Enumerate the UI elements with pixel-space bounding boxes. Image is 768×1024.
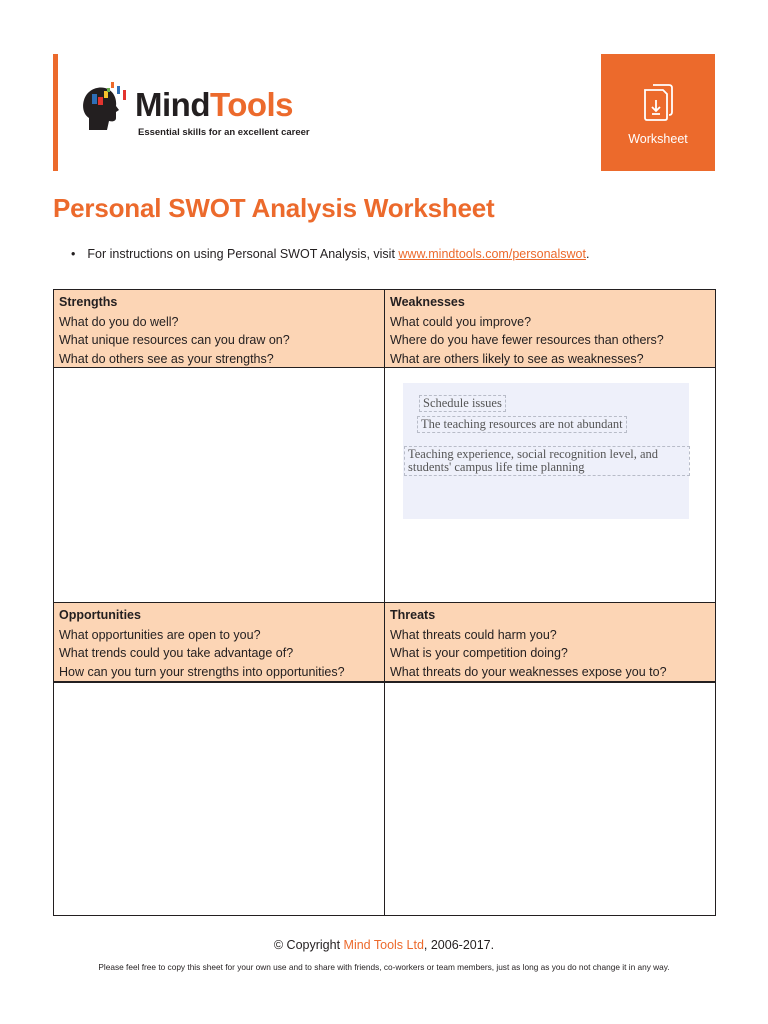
strengths-question: What do you do well?: [59, 314, 179, 329]
logo-tagline: Essential skills for an excellent career: [138, 127, 310, 138]
threats-question: What threats do your weaknesses expose you to?: [390, 664, 667, 679]
logo-wordmark: MindTools: [135, 86, 294, 123]
page-title: Personal SWOT Analysis Worksheet: [53, 193, 495, 223]
worksheet-badge: [601, 54, 715, 171]
weaknesses-question: What are others likely to see as weaknesses?: [390, 351, 644, 366]
instructions: [71, 247, 589, 261]
head-logo-icon: [81, 80, 133, 134]
weaknesses-header: [385, 290, 715, 367]
bullet: •: [71, 247, 76, 261]
copyright-suffix: , 2006-2017.: [423, 938, 495, 952]
opportunities-question: How can you turn your strengths into opportunities?: [59, 664, 345, 679]
usage-note: Please feel free to copy this sheet for your own use and to share with friends, co-workers or team members, just as long as you do not change it in any way.: [98, 962, 670, 972]
threats-question: What is your competition doing?: [390, 646, 568, 660]
grid-divider-row3: [53, 681, 716, 683]
worksheet-label: Worksheet: [628, 132, 688, 146]
threats-question: What threats could harm you?: [390, 627, 557, 642]
copyright-prefix: © Copyright: [273, 938, 344, 952]
mindtools-logo: [81, 80, 341, 142]
weaknesses-question: What could you improve?: [390, 314, 532, 329]
note-item[interactable]: Schedule issues: [419, 395, 506, 412]
page-header: [53, 54, 715, 171]
strengths-heading: Strengths: [59, 295, 118, 309]
strengths-question: What do others see as your strengths?: [59, 351, 274, 366]
grid-divider-middle: [53, 602, 716, 603]
weaknesses-notes: [403, 383, 689, 519]
threats-heading: Threats: [390, 608, 436, 622]
opportunities-header: [54, 603, 385, 681]
opportunities-question: What trends could you take advantage of?: [59, 646, 294, 660]
opportunities-answer-area[interactable]: [54, 682, 385, 915]
strengths-answer-area[interactable]: [54, 368, 385, 602]
strengths-question: What unique resources can you draw on?: [59, 333, 290, 347]
document-download-icon: [641, 82, 675, 122]
note-item[interactable]: The teaching resources are not abundant: [417, 416, 627, 433]
instructions-tail: .: [585, 247, 590, 261]
strengths-header: [54, 290, 385, 367]
grid-divider-row1: [53, 367, 716, 368]
weaknesses-heading: Weaknesses: [390, 295, 465, 309]
note-item[interactable]: Teaching experience, social recognition level, and students' campus life time planning: [404, 446, 690, 476]
company-link[interactable]: Mind Tools Ltd: [343, 938, 424, 952]
threats-header: [385, 603, 715, 681]
instructions-text: For instructions on using Personal SWOT Analysis, visit: [87, 247, 399, 261]
weaknesses-question: Where do you have fewer resources than others?: [390, 333, 664, 347]
copyright: [0, 938, 768, 952]
swot-link[interactable]: www.mindtools.com/personalswot: [398, 247, 586, 261]
accent-bar: [53, 54, 58, 171]
threats-answer-area[interactable]: [385, 682, 715, 915]
opportunities-question: What opportunities are open to you?: [59, 627, 261, 642]
opportunities-heading: Opportunities: [59, 608, 141, 622]
